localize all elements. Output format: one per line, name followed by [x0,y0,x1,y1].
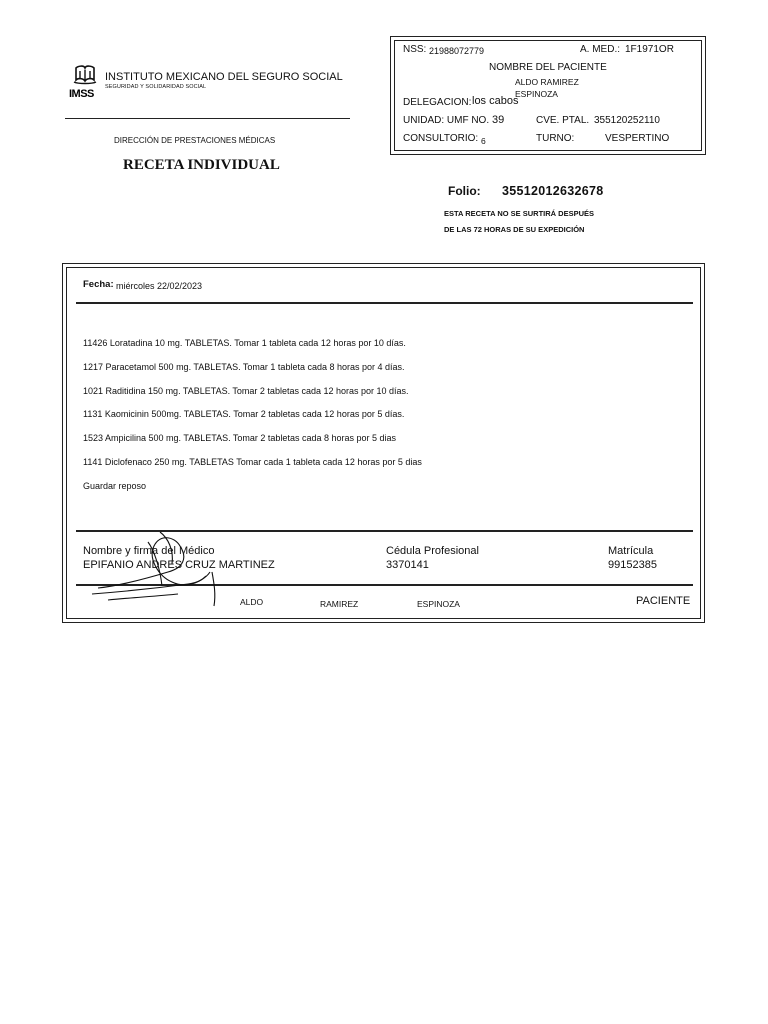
patient-sign-first: ALDO [240,597,264,607]
document-title: RECETA INDIVIDUAL [123,157,280,173]
imss-logo-icon [68,64,102,100]
doctor-name-label: Nombre y firma del Médico [83,545,215,557]
cedula-label: Cédula Profesional [386,545,479,557]
nss-label: NSS: [403,44,427,55]
turno-label: TURNO: [536,133,575,144]
prescription-item: 11426 Loratadina 10 mg. TABLETAS. Tomar 1 tableta cada 12 horas por 10 días. [83,338,406,348]
prescription-item: 1141 Diclofenaco 250 mg. TABLETAS Tomar cada 1 tableta cada 12 horas por 5 dias [83,457,422,467]
doctor-name-value: EPIFANIO ANDRES CRUZ MARTINEZ [83,559,275,571]
amed-label: A. MED.: [580,44,621,55]
patient-name-line2: ESPINOZA [515,89,558,99]
nss-value: 21988072779 [429,46,485,56]
unidad-value: 39 [492,114,505,126]
patient-sign-label: PACIENTE [636,595,691,607]
consultorio-label: CONSULTORIO: [403,133,479,144]
folio-label: Folio: [448,184,481,198]
prescription-item: Guardar reposo [83,481,147,491]
amed-value: 1F1971OR [625,44,674,55]
fecha-value: miércoles 22/02/2023 [116,281,203,291]
direction-label: DIRECCIÓN DE PRESTACIONES MÉDICAS [114,136,276,145]
folio-value: 35512012632678 [502,184,604,198]
delegacion-label: DELEGACION: [403,97,472,108]
delegacion-value: los cabos [472,95,519,107]
cve-value: 355120252110 [594,115,660,126]
fecha-label: Fecha: [83,279,114,290]
cve-label: CVE. PTAL. [536,115,590,126]
patient-sign-last2: ESPINOZA [417,599,460,609]
fecha-divider [76,302,693,304]
warning-line1: ESTA RECETA NO SE SURTIRÁ DESPUÉS [444,209,595,218]
prescription-item: 1021 Raditidina 150 mg. TABLETAS. Tomar 2 tabletas cada 12 horas por 10 días. [83,386,409,396]
doctor-signature-icon [88,528,248,614]
consultorio-value: 6 [481,136,486,146]
prescription-item: 1217 Paracetamol 500 mg. TABLETAS. Tomar 1 tableta cada 8 horas por 4 días. [83,362,405,372]
logo-text: IMSS [69,88,94,100]
warning-line2: DE LAS 72 HORAS DE SU EXPEDICIÓN [444,225,585,234]
institute-name: INSTITUTO MEXICANO DEL SEGURO SOCIAL [105,71,343,83]
prescription-item: 1523 Ampicilina 500 mg. TABLETAS. Tomar 2 tabletas cada 8 horas por 5 dias [83,433,397,443]
patient-name-line1: ALDO RAMIREZ [515,77,579,87]
patient-sign-last1: RAMIREZ [320,599,359,609]
turno-value: VESPERTINO [605,133,670,144]
matricula-label: Matrícula [608,545,654,557]
header-divider [65,118,350,119]
unidad-label: UNIDAD: UMF NO. [403,115,490,126]
institute-tagline: SEGURIDAD Y SOLIDARIDAD SOCIAL [105,84,207,90]
matricula-value: 99152385 [608,559,657,571]
cedula-value: 3370141 [386,559,429,571]
patient-name-label: NOMBRE DEL PACIENTE [489,62,607,73]
prescription-item: 1131 Kaomicinin 500mg. TABLETAS. Tomar 2 tabletas cada 12 horas por 5 días. [83,409,405,419]
